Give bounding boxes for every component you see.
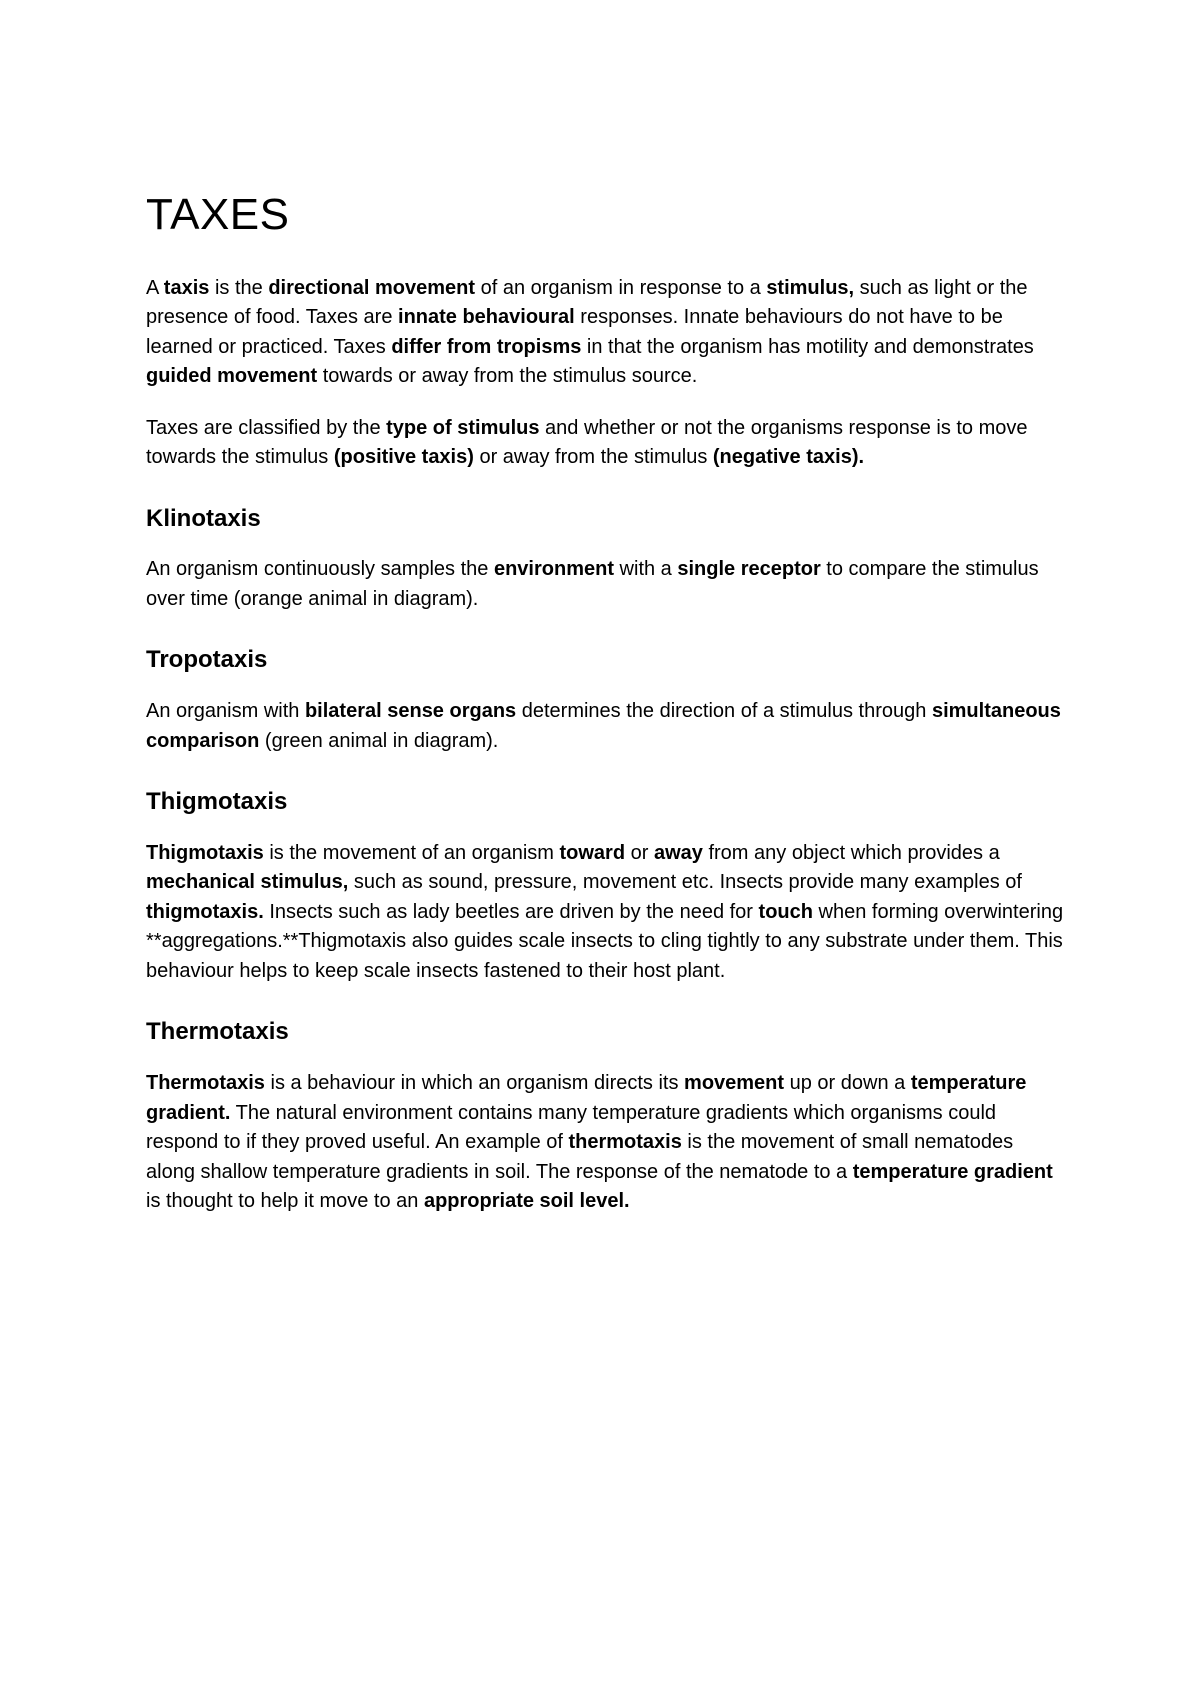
- bold-term: thigmotaxis.: [146, 900, 264, 923]
- bold-term: single receptor: [677, 558, 821, 581]
- bold-term: movement: [684, 1072, 785, 1095]
- bold-term: toward: [559, 841, 626, 864]
- intro-block: [146, 274, 1066, 473]
- document-title: TAXES: [146, 190, 290, 239]
- bold-term: guided movement: [146, 365, 318, 388]
- bold-term: differ from tropisms: [391, 335, 582, 358]
- bold-term: temperature gradient.: [146, 1072, 1027, 1124]
- section-heading: Klinotaxis: [146, 504, 261, 532]
- bold-term: environment: [493, 558, 614, 581]
- bold-term: touch: [758, 900, 813, 923]
- bold-term: thermotaxis: [568, 1131, 682, 1154]
- bold-term: Thigmotaxis: [146, 841, 264, 864]
- bold-term: innate behavioural: [398, 306, 575, 329]
- section-heading: Thigmotaxis: [146, 788, 288, 816]
- bold-term: stimulus,: [766, 276, 855, 299]
- section-paragraph: Thermotaxis is a behaviour in which an organism directs its movement up or down a temperature gradient. The natural environment contains many temperature gradients which organisms could respond to if they proved useful. An example of thermotaxis is the movement of small nematodes along shallow temperature gradients in soil. The response of the nematode to a temperature gradient is thought to help it move to an appropriate soil level.: [146, 1072, 1053, 1213]
- bold-term: Thermotaxis: [146, 1072, 265, 1095]
- bold-term: directional movement: [268, 276, 476, 299]
- bold-term: temperature gradient: [852, 1160, 1053, 1183]
- bold-term: (positive taxis): [333, 446, 474, 469]
- bold-term: type of stimulus: [386, 416, 540, 439]
- bold-term: bilateral sense organs: [304, 700, 517, 723]
- bold-term: taxis: [163, 276, 210, 299]
- section-paragraph: Thigmotaxis is the movement of an organism toward or away from any object which provides a mechanical stimulus, such as sound, pressure, movement etc. Insects provide many examples of thigmotaxis. Insects such as lady beetles are driven by the need for touch when forming overwintering **aggregations.**Thigmotaxis also guides scale insects to cling tightly to any substrate under them. This behaviour helps to keep scale insects fastened to their host plant.: [146, 841, 1064, 982]
- bold-term: simultaneous comparison: [146, 700, 1061, 752]
- section-heading: Thermotaxis: [146, 1018, 289, 1046]
- intro-paragraph: Taxes are classified by the type of stimulus and whether or not the organisms response is to move towards the stimulus (positive taxis) or away from the stimulus (negative taxis).: [146, 416, 1028, 469]
- section-paragraph: An organism with bilateral sense organs determines the direction of a stimulus through simultaneous comparison (green animal in diagram).: [146, 700, 1061, 752]
- document-page: [146, 190, 1066, 1249]
- bold-term: appropriate soil level.: [423, 1190, 630, 1213]
- bold-term: mechanical stimulus,: [146, 871, 349, 894]
- sections-block: [146, 505, 1066, 1217]
- intro-paragraph: A taxis is the directional movement of an organism in response to a stimulus, such as light or the presence of food. Taxes are innate behavioural responses. Innate behaviours do not have to be learned or practiced. Taxes differ from tropisms in that the organism has motility and demonstrates guided movement towards or away from the stimulus source.: [146, 276, 1034, 388]
- section-heading: Tropotaxis: [146, 646, 268, 674]
- bold-term: (negative taxis).: [712, 446, 865, 469]
- bold-term: away: [653, 841, 703, 864]
- section-paragraph: An organism continuously samples the environment with a single receptor to compare the stimulus over time (orange animal in diagram).: [146, 558, 1039, 610]
